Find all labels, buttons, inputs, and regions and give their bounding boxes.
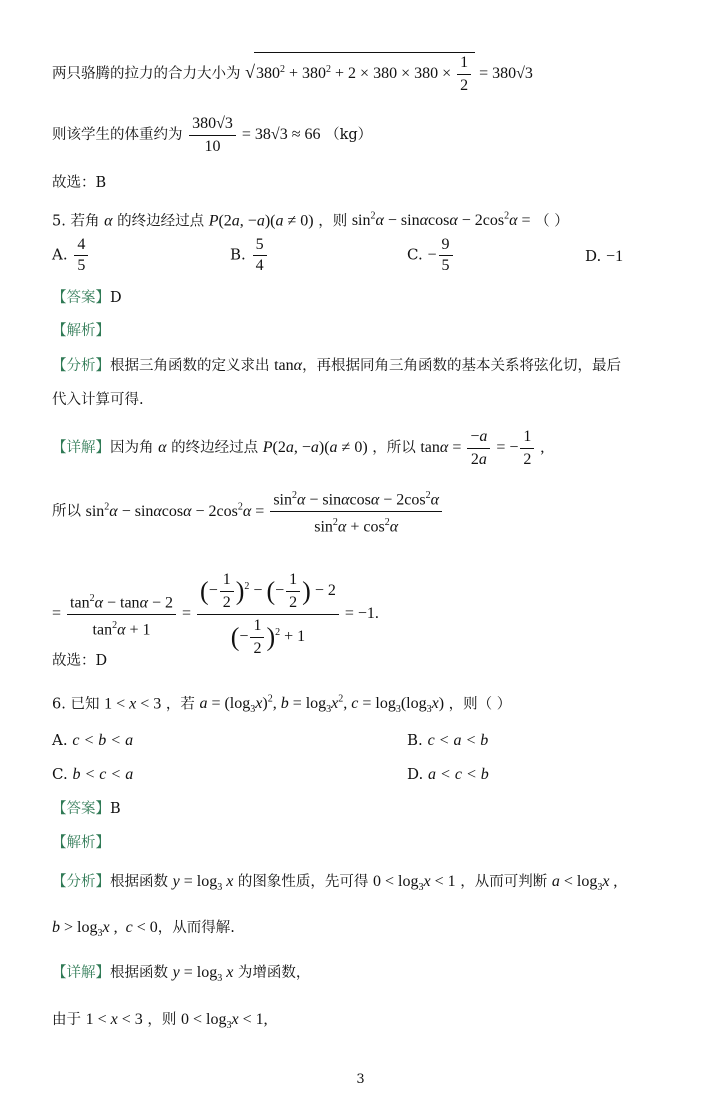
question-5 — [52, 207, 569, 231]
page-number: 3 — [356, 1072, 365, 1087]
question-6: 6. 已知 1 < x < 3 ，若 $a = (\log_3x)^2$, $b = \log_3x^2$, $c = \log_3(\log_3x)$ ，则（ ） — [52, 694, 512, 716]
math-q5-expression: $\sin^2\alpha - \sin\alpha\cos\alpha - 2\cos^2\alpha$ = — [351, 211, 531, 230]
choice-5b: B. $\frac{5}{4}$ — [230, 236, 269, 275]
text-weight: 则该学生的体重约为 — [52, 127, 183, 144]
tan-computation: = $\frac{\tan^2\alpha - \tan\alpha - 2}{\tan^2\alpha + 1}$ = (− $\frac{1}{2}$ )$^2$ − (− $\frac{1}{2}$ ) − 2 (− $\frac{1}{2}$ )$^2$ + 1 = −1. — [52, 571, 379, 657]
answer-label: 【答案】 — [52, 290, 110, 306]
answer-5: 【答案】D — [52, 290, 122, 306]
text-resultant-force: 两只骆腾的拉力的合力大小为 — [52, 66, 241, 83]
text-line-2 — [52, 114, 372, 157]
fenxi-5-cont: 代入计算可得. — [52, 392, 144, 408]
fenxi-5: 【分析】根据三角函数的定义求出 tanα，再根据同角三角函数的基本关系将弦化切，最后 — [52, 357, 622, 374]
xiangjie-5: 【详解】因为角 α 的终边经过点 P(2a, −a)(a ≠ 0) ，所以 tanα = $\frac{-a}{2a}$ = − $\frac{1}{2}$ , — [52, 428, 545, 468]
choice-5d: D. −1 — [585, 247, 624, 265]
q5-prefix: 5. 若角 — [52, 213, 100, 230]
q5-mid1: 的终边经过点 — [117, 213, 205, 230]
suoyi-line: 所以 $\sin^2\alpha - \sin\alpha\cos\alpha - 2\cos^2\alpha$ = $\frac{\sin^2\alpha - \sin\alpha\cos\alpha - 2\cos^2\alpha}{\sin^2\alpha + \cos^2\alpha}$ — [52, 486, 444, 538]
q5-paren: （ ） — [535, 213, 569, 230]
choice-6b: B. c < a < b — [407, 731, 489, 749]
choice-6a: A. c < b < a — [52, 731, 134, 749]
choice-5c: C. − $\frac{9}{5}$ — [407, 236, 455, 275]
q5-mid2: ，则 — [318, 213, 348, 230]
select-line-b: 故选：B — [52, 175, 107, 191]
answer-6: 【答案】B — [52, 801, 121, 817]
choice-6c: C. b < c < a — [52, 765, 134, 783]
math-point-p: P(2a, −a)(a ≠ 0) — [208, 212, 314, 230]
xiangjie-6: 【详解】根据函数 $y = \log_3 x$ 为增函数， — [52, 964, 311, 985]
fenxi-6-cont: $b > \log_3x$ , c < 0，从而得解. — [52, 919, 235, 940]
choice-6d: D. a < c < b — [407, 765, 489, 783]
select-line-d: 故选：D — [52, 653, 108, 669]
fenxi-6: 【分析】根据函数 $y = \log_3 x$ 的图象性质，先可得 $0 < \log_3x < 1$ ，从而可判断 $a < \log_3x$ , — [52, 873, 618, 894]
math-alpha: α — [104, 212, 113, 230]
text-unit: （kg） — [325, 127, 373, 144]
analysis-label-6: 【解析】 — [52, 835, 110, 851]
text-line-1 — [52, 52, 533, 96]
youyu-line: 由于 1 < x < 3 ，则 $0 < \log_3x < 1$, — [52, 1011, 268, 1032]
math-sqrt-expression: $√380^2 + 380^2 + 2 \times 380 \times 380$ × $\frac{1}{2}$ = 380√3 — [245, 54, 533, 94]
math-weight-expression: $\frac{380√3}{10}$ = 38√3 ≈ 66 — [187, 126, 320, 143]
analysis-label-5: 【解析】 — [52, 323, 110, 339]
choice-5a: A. $\frac{4}{5}$ — [52, 236, 90, 275]
